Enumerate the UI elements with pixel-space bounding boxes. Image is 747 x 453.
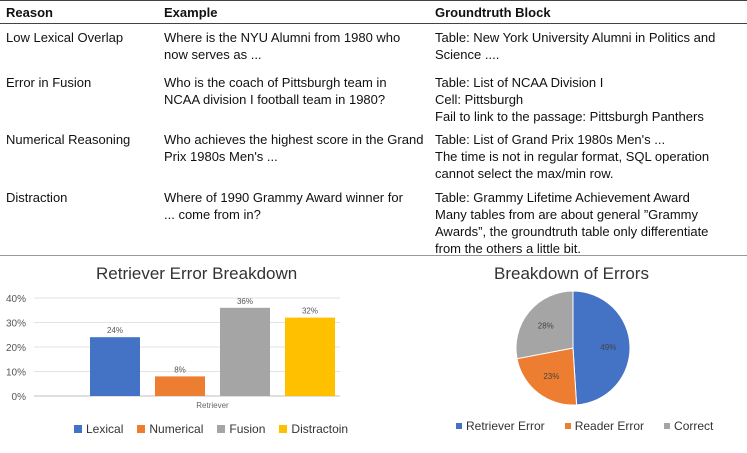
legend-swatch: [217, 425, 225, 433]
legend-label: Retriever Error: [466, 419, 545, 433]
example-line: now serves as ...: [164, 47, 262, 62]
bar-data-label: 36%: [236, 296, 254, 306]
groundtruth-line: Table: List of NCAA Division I: [435, 75, 604, 90]
groundtruth-line: Science ....: [435, 47, 500, 62]
error-breakdown-pie-chart: [455, 288, 715, 418]
example-line: NCAA division I football team in 1980?: [164, 92, 386, 107]
pie-data-label: 23%: [543, 371, 560, 381]
groundtruth-cell: [432, 189, 747, 259]
legend-swatch: [137, 425, 145, 433]
legend-label: Numerical: [149, 422, 204, 436]
table-row: [0, 24, 747, 69]
legend-swatch: [664, 423, 670, 429]
header-reason: Reason: [6, 4, 53, 20]
groundtruth-cell: [432, 29, 747, 69]
legend-item: [279, 422, 348, 436]
legend-item: [217, 422, 265, 436]
table-row: [0, 69, 747, 126]
legend-label: Fusion: [229, 422, 266, 436]
groundtruth-cell: [432, 74, 747, 126]
example-cell: [160, 74, 432, 126]
groundtruth-line: Cell: Pittsburgh: [435, 92, 524, 107]
groundtruth-line: Table: Grammy Lifetime Achievement Award: [435, 190, 690, 205]
bar-numerical: [155, 376, 205, 396]
legend-label: Correct: [674, 419, 714, 433]
y-tick-label: 30%: [5, 318, 26, 330]
example-line: Who is the coach of Pittsburgh team in: [164, 75, 387, 90]
bar-lexical: [90, 337, 140, 396]
header-groundtruth: Groundtruth Block: [435, 4, 551, 20]
legend-swatch: [565, 423, 571, 429]
groundtruth-line: from the others a little bit.: [435, 241, 581, 256]
reason-text: Error in Fusion: [6, 75, 92, 90]
pie-chart-title: Breakdown of Errors: [494, 264, 649, 283]
legend-item: [74, 422, 123, 436]
legend-item: [137, 422, 203, 436]
example-cell: [160, 189, 432, 259]
reason-text: Low Lexical Overlap: [6, 30, 124, 45]
y-tick-label: 40%: [5, 294, 26, 305]
bar-data-label: 24%: [106, 326, 124, 336]
bar-chart-legend: [74, 422, 348, 436]
reason-text: Distraction: [6, 190, 68, 205]
table-bottom-rule: [0, 255, 747, 256]
reason-cell: [0, 29, 160, 69]
example-line: Where is the NYU Alumni from 1980 who: [164, 30, 401, 45]
example-line: ... come from in?: [164, 207, 261, 222]
legend-swatch: [456, 423, 462, 429]
y-tick-label: 20%: [5, 343, 26, 354]
example-cell: [160, 131, 432, 184]
reason-text: Numerical Reasoning: [6, 132, 131, 147]
groundtruth-line: Fail to link to the passage: Pittsburgh Panthers: [435, 109, 704, 124]
pie-data-label: 49%: [600, 342, 617, 352]
groundtruth-line: Awards”, the groundtruth table only differentiate: [435, 224, 709, 239]
legend-swatch: [74, 425, 82, 433]
bar-chart-title: Retriever Error Breakdown: [96, 264, 298, 283]
groundtruth-cell: [432, 131, 747, 184]
example-line: Who achieves the highest score in the Grand: [164, 132, 424, 147]
pie-data-label: 28%: [537, 321, 554, 331]
legend-label: Distractoin: [291, 422, 349, 436]
groundtruth-line: cannot select the max/min row.: [435, 166, 614, 181]
table-header-row: [0, 0, 747, 24]
example-cell: [160, 29, 432, 69]
reason-cell: [0, 131, 160, 184]
groundtruth-line: Table: New York University Alumni in Politics and: [435, 30, 716, 45]
bar-data-label: 8%: [174, 365, 186, 375]
pie-chart-legend: [456, 419, 713, 433]
groundtruth-line: Table: List of Grand Prix 1980s Men's ...: [435, 132, 666, 147]
legend-item: [456, 419, 545, 433]
legend-item: [664, 419, 713, 433]
table-row: [0, 126, 747, 184]
bar-fusion: [220, 308, 270, 396]
header-example: Example: [164, 4, 218, 20]
legend-swatch: [279, 425, 287, 433]
table-row: [0, 184, 747, 259]
bar-distractoin: [285, 318, 335, 396]
example-line: Where of 1990 Grammy Award winner for: [164, 190, 403, 205]
groundtruth-line: The time is not in regular format, SQL operation: [435, 149, 710, 164]
legend-label: Lexical: [86, 422, 124, 436]
x-category-label: Retriever: [196, 401, 229, 410]
groundtruth-line: Many tables from are about general ”Grammy: [435, 207, 698, 222]
legend-item: [565, 419, 644, 433]
y-tick-label: 0%: [11, 392, 26, 403]
example-line: Prix 1980s Men's ...: [164, 149, 278, 164]
reason-cell: [0, 74, 160, 126]
bar-data-label: 32%: [301, 306, 319, 316]
reason-cell: [0, 189, 160, 259]
y-tick-label: 10%: [5, 367, 26, 379]
legend-label: Reader Error: [574, 419, 645, 433]
